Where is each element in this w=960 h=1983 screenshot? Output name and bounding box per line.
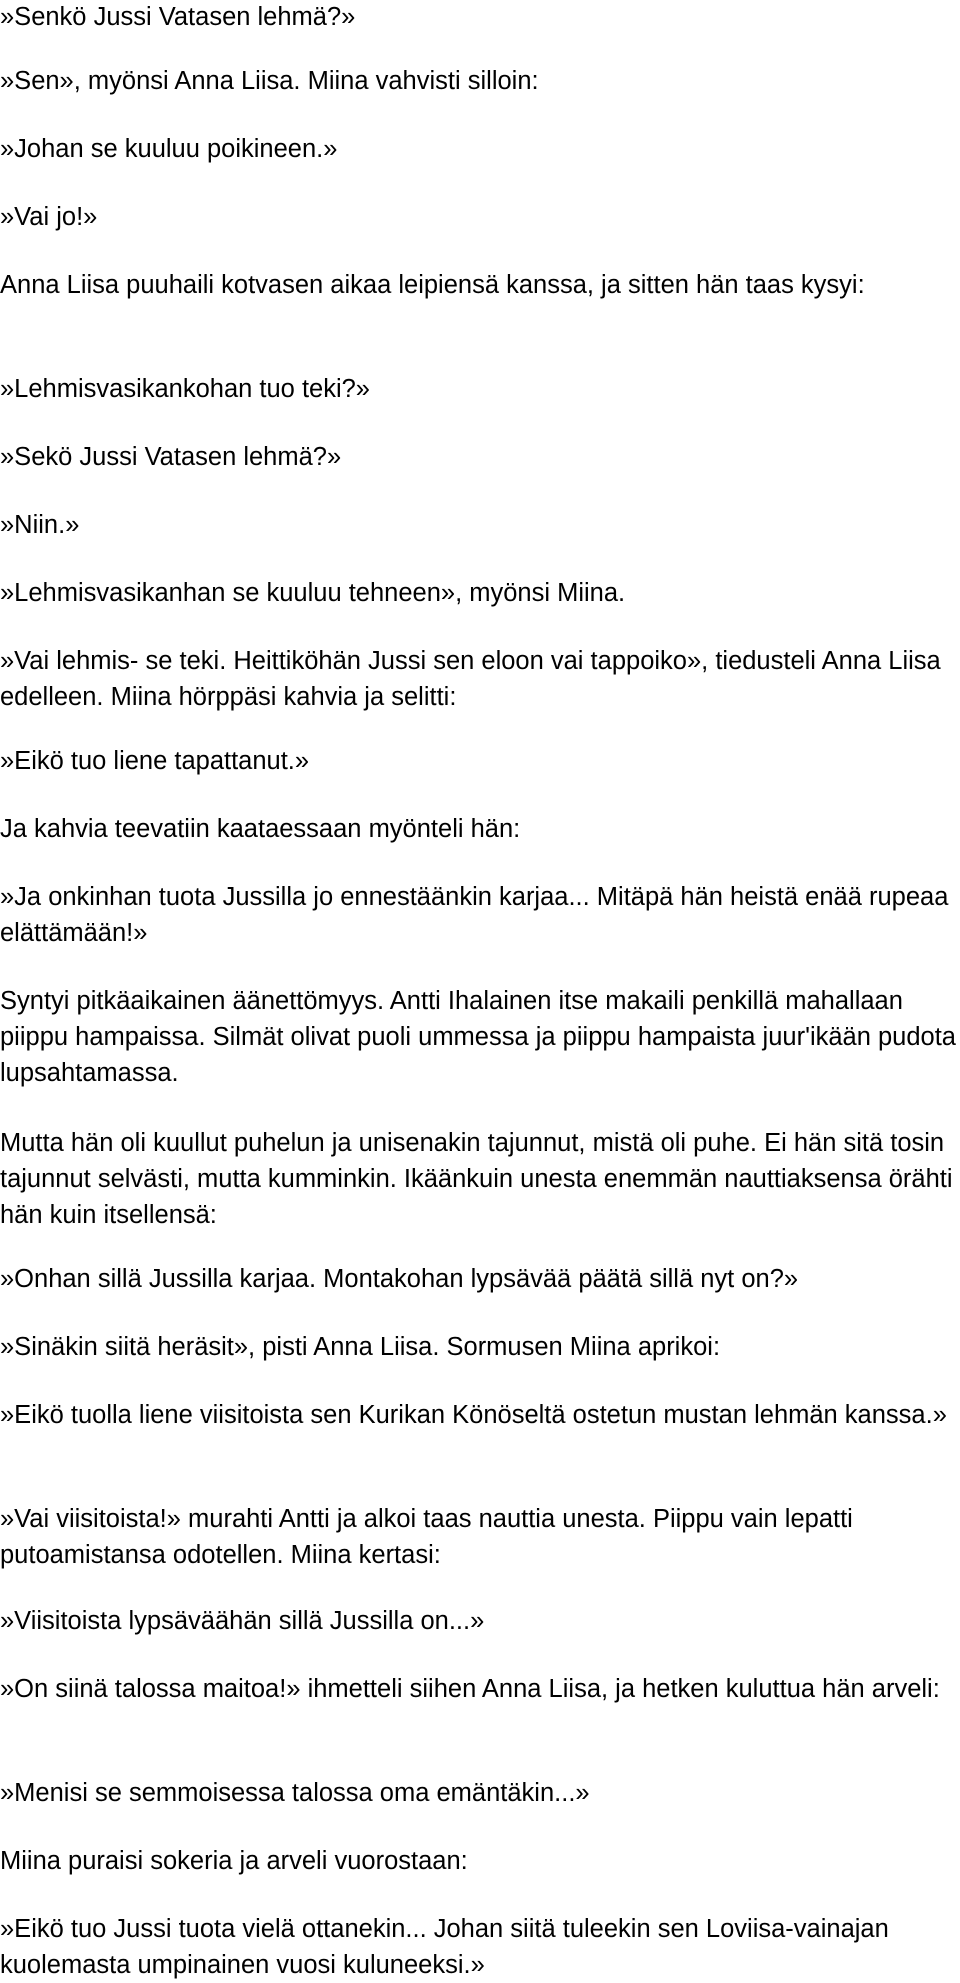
- paragraph: »Eikö tuo Jussi tuota vielä ottanekin... Johan siitä tuleekin sen Loviisa-vainajan kuolemasta umpinainen vuosi kuluneeksi.»: [0, 1915, 889, 1979]
- paragraph: »Lehmisvasikankohan tuo teki?»: [0, 375, 370, 403]
- paragraph: Mutta hän oli kuullut puhelun ja unisenakin tajunnut, mistä oli puhe. Ei hän sitä tosin tajunnut selvästi, mutta kumminkin. Ikäänkuin unesta enemmän nauttiaksensa örähti hän kuin itsellensä:: [0, 1129, 953, 1229]
- paragraph: »Menisi se semmoisessa talossa oma emäntäkin...»: [0, 1779, 590, 1807]
- paragraph: »Sekö Jussi Vatasen lehmä?»: [0, 443, 342, 471]
- paragraph: »Sinäkin siitä heräsit», pisti Anna Liisa. Sormusen Miina aprikoi:: [0, 1333, 721, 1361]
- paragraph: Anna Liisa puuhaili kotvasen aikaa leipiensä kanssa, ja sitten hän taas kysyi:: [0, 271, 865, 299]
- paragraph: Ja kahvia teevatiin kaataessaan myönteli hän:: [0, 815, 521, 843]
- paragraph: »Onhan sillä Jussilla karjaa. Montakohan lypsävää päätä sillä nyt on?»: [0, 1265, 799, 1293]
- paragraph: »Vai jo!»: [0, 203, 98, 231]
- paragraph: »Johan se kuuluu poikineen.»: [0, 135, 338, 163]
- paragraph: »Vai lehmis- se teki. Heittiköhän Jussi sen eloon vai tappoiko», tiedusteli Anna Liisa edelleen. Miina hörppäsi kahvia ja selitti:: [0, 647, 941, 711]
- paragraph: »Ja onkinhan tuota Jussilla jo ennestäänkin karjaa... Mitäpä hän heistä enää rupeaa elättämään!»: [0, 883, 949, 947]
- paragraph: »Lehmisvasikanhan se kuuluu tehneen», myönsi Miina.: [0, 579, 626, 607]
- paragraph: »Niin.»: [0, 511, 80, 539]
- paragraph: »Viisitoista lypsäväähän sillä Jussilla on...»: [0, 1607, 485, 1635]
- paragraph: »Vai viisitoista!» murahti Antti ja alkoi taas nauttia unesta. Piippu vain lepatti putoamistansa odotellen. Miina kertasi:: [0, 1505, 853, 1569]
- paragraph: »Sen», myönsi Anna Liisa. Miina vahvisti silloin:: [0, 67, 539, 95]
- paragraph: »Eikö tuo liene tapattanut.»: [0, 747, 310, 775]
- paragraph: »Senkö Jussi Vatasen lehmä?»: [0, 3, 356, 31]
- paragraph: »Eikö tuolla liene viisitoista sen Kurikan Könöseltä ostetun mustan lehmän kanssa.»: [0, 1401, 947, 1429]
- paragraph: Syntyi pitkäaikainen äänettömyys. Antti Ihalainen itse makaili penkillä mahallaan piippu hampaissa. Silmät olivat puoli ummessa ja piippu hampaista juur'ikään pudota lupsahtamassa.: [0, 987, 956, 1087]
- paragraph: Miina puraisi sokeria ja arveli vuorostaan:: [0, 1847, 468, 1875]
- paragraph: »On siinä talossa maitoa!» ihmetteli siihen Anna Liisa, ja hetken kuluttua hän arveli:: [0, 1675, 940, 1703]
